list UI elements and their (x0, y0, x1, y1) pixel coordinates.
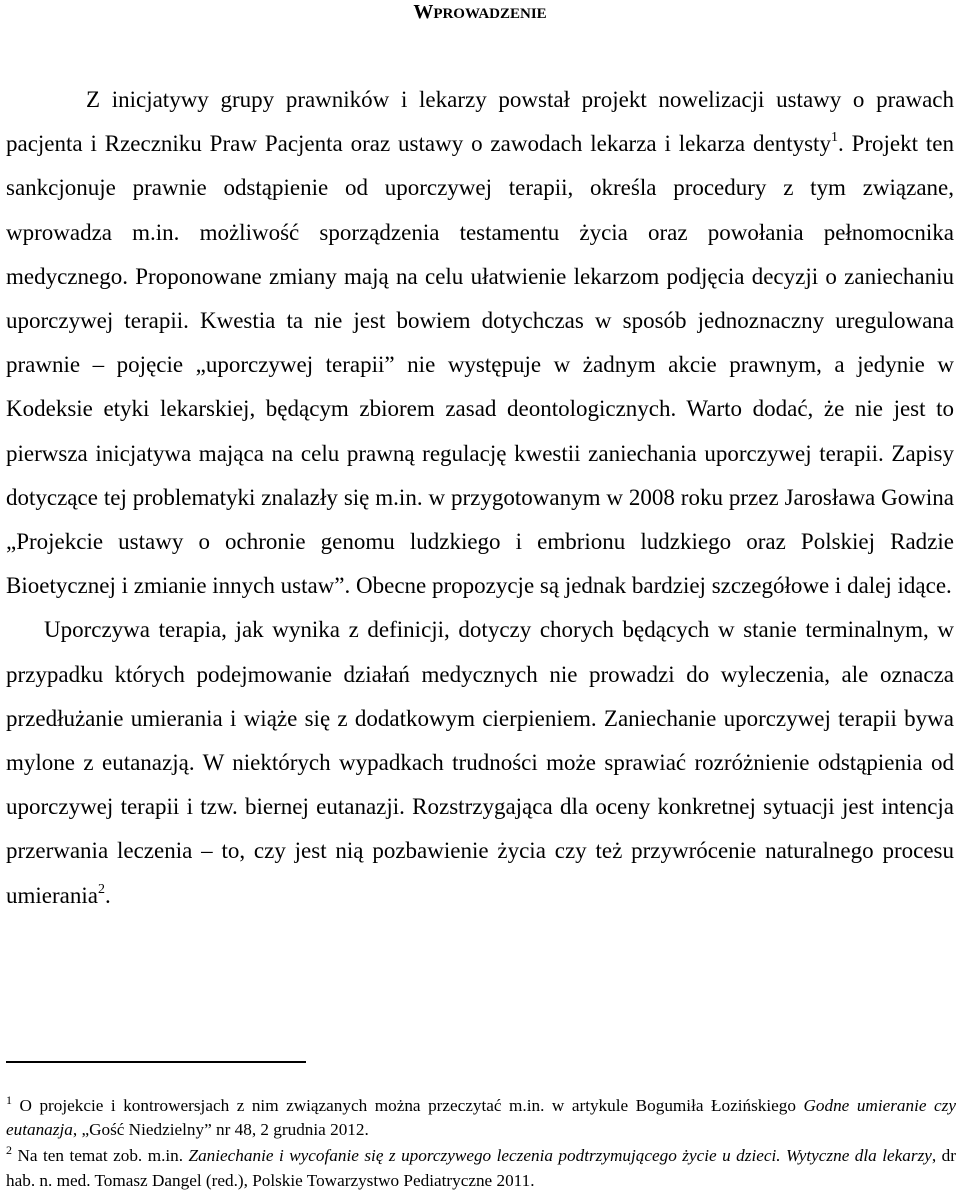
footnote-1-title: Godne umieranie czy eutanazja (6, 1096, 956, 1140)
footnote-1 (6, 1094, 956, 1142)
page-title (0, 0, 960, 26)
paragraph-1 (6, 78, 954, 608)
footnote-2-title: Zaniechanie i wycofanie się z uporczywego leczenia podtrzymującego życie u dzieci. Wytyczne dla lekarzy (188, 1146, 932, 1166)
paragraph-1-text-b: . Projekt ten sankcjonuje prawnie odstąpienie od uporczywej terapii, określa procedury z tym związane, wprowadza m.in. możliwość sporządzenia testamentu życia oraz powołania pełnomocnika medycznego. Proponowane zmiany mają na celu ułatwienie lekarzom podjęcia decyzji o zaniechaniu uporczywej terapii. Kwestia ta nie jest bowiem dotychczas w sposób jednoznaczny uregulowana prawnie – pojęcie „uporczywej terapii” nie występuje w żadnym akcie prawnym, a jedynie w Kodeksie etyki lekarskiej, będącym zbiorem zasad deontologicznych. Warto dodać, że nie jest to pierwsza inicjatywa mająca na celu prawną regulację kwestii zaniechania uporczywej terapii. Zapisy dotyczące tej problematyki znalazły się m.in. w przygotowanym w 2008 roku przez Jarosława Gowina „Projekcie ustawy o ochronie genomu ludzkiego i embrionu ludzkiego oraz Polskiej Radzie Bioetycznej i zmianie innych ustaw”. Obecne propozycje są jednak bardziej szczegółowe i dalej idące. (6, 131, 954, 599)
paragraph-2 (6, 608, 954, 917)
footnote-separator (6, 1061, 306, 1063)
footnote-1-number: 1 (6, 1093, 12, 1107)
footnote-1-text-a: O projekcie i kontrowersjach z nim związanych można przeczytać m.in. w artykule Bogumiła Łozińskiego (12, 1096, 804, 1115)
footnote-1-text-b: , „Gość Niedzielny” nr 48, 2 grudnia 2012. (72, 1120, 369, 1140)
footnote-2-number: 2 (6, 1143, 12, 1158)
footnote-2-text-b: , dr hab. n. med. Tomasz Dangel (red.), Polskie Towarzystwo Pediatryczne 2011. (6, 1146, 956, 1190)
title-rest: PROWADZENIE (433, 6, 547, 22)
footnote-2-text-a: Na ten temat zob. m.in. (12, 1146, 189, 1166)
title-initial: W (413, 1, 434, 23)
footnote-ref-1[interactable]: 1 (830, 130, 838, 146)
footnote-2 (6, 1144, 956, 1192)
footnote-ref-2[interactable]: 2 (97, 881, 105, 897)
body-text (6, 78, 954, 918)
footnotes (6, 1094, 956, 1193)
paragraph-1-text-a: Z inicjatywy grupy prawników i lekarzy powstał projekt nowelizacji ustawy o prawach pacjenta i Rzeczniku Praw Pacjenta oraz ustawy o zawodach lekarza i lekarza dentysty (6, 87, 954, 157)
paragraph-2-text-a: Uporczywa terapia, jak wynika z definicji, dotyczy chorych będących w stanie terminalnym, w przypadku których podejmowanie działań medycznych nie prowadzi do wyleczenia, ale oznacza przedłużanie umierania i wiąże się z dodatkowym cierpieniem. Zaniechanie uporczywej terapii bywa mylone z eutanazją. W niektórych wypadkach trudności może sprawiać rozróżnienie odstąpienia od uporczywej terapii i tzw. biernej eutanazji. Rozstrzygająca dla oceny konkretnej sytuacji jest intencja przerwania leczenia – to, czy jest nią pozbawienie życia czy też przywrócenie naturalnego procesu umierania (6, 617, 954, 908)
paragraph-2-text-b: . (104, 882, 111, 908)
